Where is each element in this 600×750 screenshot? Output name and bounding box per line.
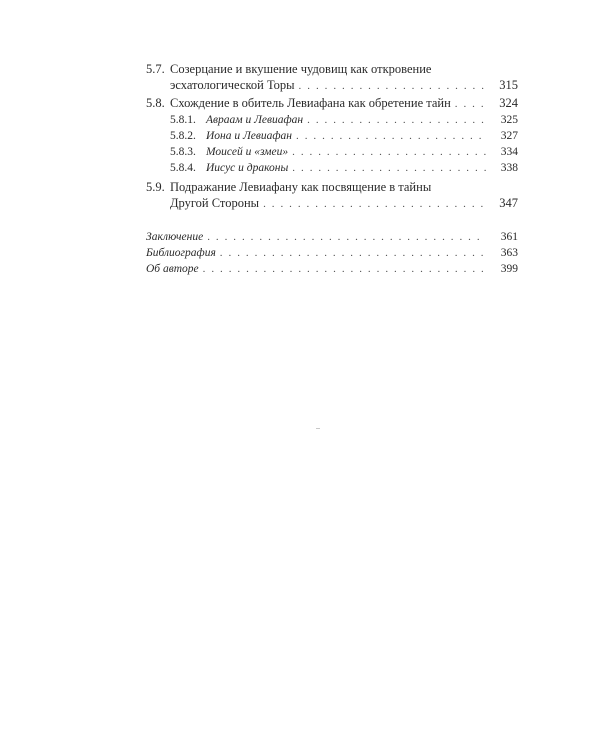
page-number: 347 <box>499 196 518 210</box>
page-number: 315 <box>499 78 518 92</box>
page-number: 361 <box>500 231 518 243</box>
page-number: 334 <box>500 146 518 158</box>
toc-title-line <box>170 96 518 112</box>
section-number: 5.7. <box>146 62 165 76</box>
toc-title-line <box>206 129 518 144</box>
page-number: 325 <box>500 114 518 126</box>
section-number: 5.8. <box>146 96 165 110</box>
section-title: Схождение в обитель Левиафана как обретение тайн <box>170 96 451 110</box>
subsection-number: 5.8.4. <box>170 162 196 174</box>
dot-leader <box>307 113 486 128</box>
page-number: 363 <box>500 247 518 259</box>
back-matter-title: Библиография <box>146 247 216 259</box>
dot-leader <box>299 79 486 94</box>
subsection-number: 5.8.1. <box>170 114 196 126</box>
subsection-title: Иисус и драконы <box>206 162 289 174</box>
section-title-line1: Подражание Левиафану как посвящение в тайны <box>170 180 432 194</box>
subsection-number: 5.8.3. <box>170 146 196 158</box>
section-title-line2: эсхатологической Торы <box>170 78 295 92</box>
section-title-line2: Другой Стороны <box>170 196 260 210</box>
subsection-title: Иона и Левиафан <box>206 130 293 142</box>
dot-leader <box>220 246 486 261</box>
toc-title-line <box>206 145 518 160</box>
dot-leader <box>292 145 486 160</box>
dot-leader <box>207 230 486 245</box>
back-matter-title: Заключение <box>146 231 204 243</box>
subsection-title: Моисей и «змеи» <box>206 146 289 158</box>
toc-title-line <box>170 180 500 195</box>
toc-title-line <box>206 113 518 128</box>
scan-speck <box>316 428 320 429</box>
page-number: 338 <box>500 162 518 174</box>
dot-leader <box>263 197 486 212</box>
page-number: 399 <box>500 263 518 275</box>
toc-title-line <box>146 246 518 261</box>
toc-title-line <box>170 78 518 94</box>
page-number: 324 <box>499 96 518 110</box>
subsection-title: Авраам и Левиафан <box>206 114 304 126</box>
toc-title-line <box>206 161 518 176</box>
toc-title-line <box>146 230 518 245</box>
dot-leader <box>455 97 486 112</box>
section-number: 5.9. <box>146 180 165 194</box>
subsection-number: 5.8.2. <box>170 130 196 142</box>
page-number: 327 <box>500 130 518 142</box>
dot-leader <box>292 161 486 176</box>
toc-title-line <box>170 62 500 77</box>
dot-leader <box>203 262 486 277</box>
section-title-line1: Созерцание и вкушение чудовищ как откровение <box>170 62 432 76</box>
toc-title-line <box>146 262 518 277</box>
toc-title-line <box>170 196 518 212</box>
back-matter-title: Об авторе <box>146 263 199 275</box>
dot-leader <box>296 129 486 144</box>
